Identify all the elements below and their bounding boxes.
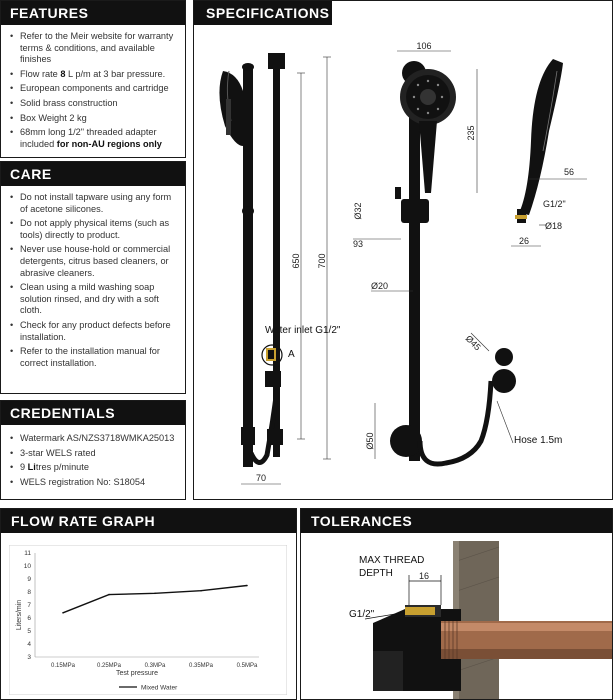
dim-56: 56 bbox=[564, 167, 575, 177]
care-item: • Refer to the installation manual for correct installation. bbox=[9, 346, 177, 369]
dim-g12: G1/2" bbox=[543, 199, 566, 209]
y-tick-label: 3 bbox=[27, 654, 31, 661]
credentials-item: • WELS registration No: S18054 bbox=[9, 477, 177, 489]
dim-50: Ø50 bbox=[365, 432, 375, 450]
thread-size-label: G1/2" bbox=[349, 609, 375, 620]
care-item: • Do not apply physical items (such as tools) directly to product. bbox=[9, 218, 177, 241]
detail-a-label: A bbox=[288, 349, 295, 360]
care-list bbox=[1, 186, 185, 369]
x-tick-label: 0.25MPa bbox=[96, 663, 122, 669]
care-item: • Do not install tapware using any form of acetone silicones. bbox=[9, 192, 177, 215]
care-title: CARE bbox=[1, 162, 185, 186]
dim-93: 93 bbox=[353, 239, 364, 249]
dim-20: Ø20 bbox=[371, 281, 389, 291]
tolerances-title: TOLERANCES bbox=[301, 509, 612, 533]
features-item: • European components and cartridge bbox=[9, 83, 177, 95]
flow-rate-chart bbox=[9, 545, 287, 695]
data-point bbox=[154, 593, 156, 595]
dim-70: 70 bbox=[255, 473, 267, 483]
chart-legend-label: Mixed Water bbox=[141, 684, 178, 692]
dim-235: 235 bbox=[466, 125, 476, 141]
max-thread-label-line2: DEPTH bbox=[359, 568, 393, 579]
features-item: • Flow rate 8 L p/m at 3 bar pressure. bbox=[9, 69, 177, 81]
chart-y-label: Liters/min bbox=[16, 599, 23, 631]
y-tick-label: 5 bbox=[27, 628, 31, 635]
water-inlet-label: Water inlet G1/2" bbox=[265, 325, 341, 336]
flow-rate-title: FLOW RATE GRAPH bbox=[1, 509, 296, 533]
rail-front-view bbox=[219, 53, 285, 467]
credentials-panel bbox=[0, 400, 186, 500]
features-item: • Solid brass construction bbox=[9, 98, 177, 110]
credentials-item: • 9 Litres p/minute bbox=[9, 462, 177, 474]
care-item: • Never use house-hold or commercial detergents, citrus based cleaners, or abrasive cleaners. bbox=[9, 244, 177, 279]
thread-depth-drawing bbox=[301, 533, 612, 699]
specifications-title: SPECIFICATIONS bbox=[194, 1, 332, 25]
dim-32: Ø32 bbox=[353, 202, 363, 220]
handset-front-view bbox=[390, 61, 516, 464]
chart-x-label: Test pressure bbox=[115, 670, 159, 677]
features-item: • Box Weight 2 kg bbox=[9, 113, 177, 125]
x-tick-label: 0.3MPa bbox=[144, 663, 166, 669]
features-item: • 68mm long 1/2" threaded adapter included for non-AU regions only bbox=[9, 127, 177, 150]
y-tick-label: 10 bbox=[23, 563, 31, 570]
shower-rail-drawing bbox=[194, 25, 612, 499]
dim-45: Ø45 bbox=[463, 333, 483, 353]
features-panel bbox=[0, 0, 186, 158]
credentials-item: • Watermark AS/NZS3718WMKA25013 bbox=[9, 433, 177, 445]
dim-650: 650 bbox=[291, 253, 301, 269]
x-tick-label: 0.5MPa bbox=[236, 663, 258, 669]
y-tick-label: 4 bbox=[27, 641, 31, 648]
dim-16: 16 bbox=[419, 571, 430, 581]
hose-label: Hose 1.5m bbox=[514, 435, 563, 446]
care-item: • Clean using a mild washing soap solution rinsed, and dry with a soft cloth. bbox=[9, 282, 177, 317]
tolerances-panel bbox=[300, 508, 613, 700]
specifications-panel bbox=[193, 0, 613, 500]
dim-26: 26 bbox=[519, 236, 530, 246]
y-tick-label: 9 bbox=[27, 576, 31, 583]
y-tick-label: 6 bbox=[27, 615, 31, 622]
data-point bbox=[62, 612, 64, 614]
y-tick-label: 7 bbox=[27, 602, 31, 609]
flow-rate-panel bbox=[0, 508, 297, 700]
dim-106: 106 bbox=[416, 41, 432, 51]
credentials-title: CREDENTIALS bbox=[1, 401, 185, 425]
care-item: • Check for any product defects before installation. bbox=[9, 320, 177, 343]
features-title: FEATURES bbox=[1, 1, 185, 25]
credentials-list bbox=[1, 425, 185, 488]
front-view-dimensions bbox=[241, 57, 331, 484]
x-tick-label: 0.35MPa bbox=[188, 663, 214, 669]
x-tick-label: 0.15MPa bbox=[50, 663, 76, 669]
dim-18: Ø18 bbox=[545, 221, 563, 231]
data-point bbox=[200, 590, 202, 592]
data-point bbox=[246, 585, 248, 587]
credentials-item: • 3-star WELS rated bbox=[9, 448, 177, 460]
y-tick-label: 8 bbox=[27, 589, 31, 596]
features-list bbox=[1, 25, 185, 150]
dim-700: 700 bbox=[317, 253, 327, 269]
y-tick-label: 11 bbox=[24, 550, 31, 557]
data-point bbox=[108, 594, 110, 596]
care-panel bbox=[0, 161, 186, 394]
features-item: • Refer to the Meir website for warranty terms & conditions, and available finishes bbox=[9, 31, 177, 66]
max-thread-label-line1: MAX THREAD bbox=[359, 555, 425, 566]
